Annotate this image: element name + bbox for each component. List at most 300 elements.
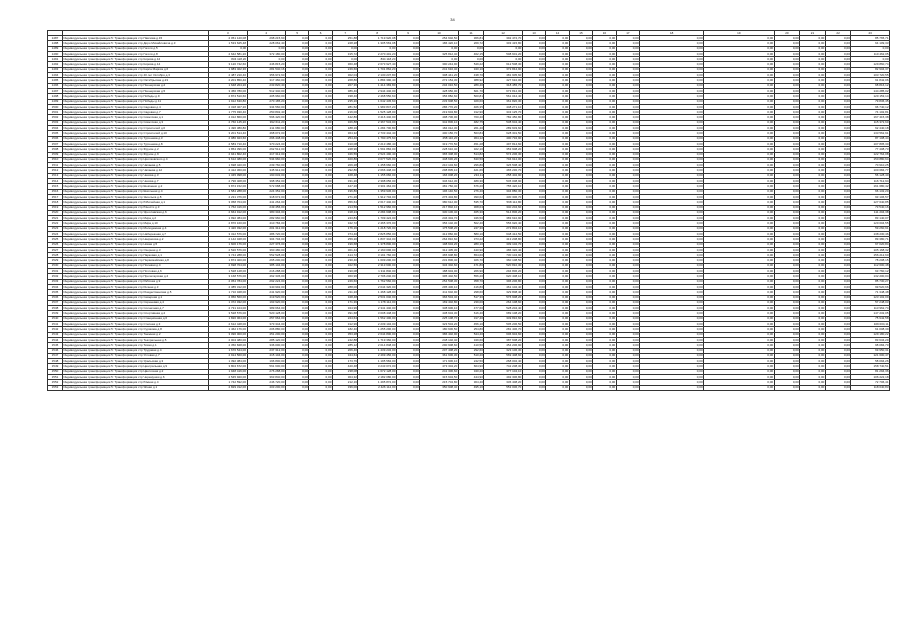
address-cell: Индивидуальная трансформация 5: Трансформация стр Юбилейная д.1 [62,200,208,205]
value-cell: 0,00 [800,359,826,364]
value-cell: 700,40 [458,115,484,120]
value-cell: 204 016,50 [420,83,458,88]
value-cell: 190 032,00 [247,173,285,178]
value-cell: 0,00 [593,157,616,162]
value-cell: 0,00 [704,205,774,210]
value-cell: 0,00 [704,210,774,215]
value-cell: 0,00 [569,115,592,120]
value-cell: 289,40 [458,83,484,88]
value-cell: 0,00 [285,375,308,380]
value-cell: 0,00 [396,168,419,173]
value-cell: 517,30 [458,295,484,300]
value-cell: 0,00 [309,300,332,305]
value-cell: 109 004,11 [851,322,890,327]
value-cell: 156 212,60 [851,253,890,258]
value-cell: 219 604,80 [420,110,458,115]
value-cell: 0,00 [640,316,704,321]
value-cell: 0,00 [774,300,800,305]
column-header: 21 [800,31,826,36]
value-cell: 0,00 [396,258,419,263]
value-cell: 0,00 [522,253,545,258]
value-cell: 0,00 [285,99,308,104]
value-cell: 2 004 480,00 [209,337,247,342]
value-cell: 239,00 [458,300,484,305]
value-cell: 0,00 [616,216,639,221]
value-cell: 0,00 [800,141,826,146]
value-cell: 343 125,70 [484,110,522,115]
value-cell: 0,00 [309,88,332,93]
value-cell: 0,00 [640,200,704,205]
value-cell: 0,00 [285,157,308,162]
row-index-cell: 1493 [48,67,63,72]
value-cell: 0,00 [800,115,826,120]
value-cell: 0,00 [704,168,774,173]
value-cell: 0,00 [704,247,774,252]
value-cell: 0,00 [569,316,592,321]
value-cell: 56 128,40 [851,173,890,178]
value-cell: 0,00 [593,51,616,56]
value-cell: 66 132,20 [851,189,890,194]
value-cell: 340,10 [458,67,484,72]
value-cell: 0,00 [825,332,851,337]
value-cell: 0,00 [309,353,332,358]
value-cell: 0,00 [569,359,592,364]
value-cell: 0,00 [309,83,332,88]
address-cell: Индивидуальная трансформация 5: Трансформация стр Тургенева д.3 [62,136,208,141]
value-cell: 3 416 440,00 [358,115,396,120]
value-cell: 281 540,16 [247,67,285,72]
value-cell: 0,00 [546,57,569,62]
value-cell: 0,00 [522,327,545,332]
value-cell: 0,00 [569,327,592,332]
value-cell: 338,40 [332,94,358,99]
value-cell: 241 306,60 [420,369,458,374]
value-cell: 169 402,80 [420,300,458,305]
value-cell: 0,00 [774,231,800,236]
value-cell: 0,00 [569,157,592,162]
value-cell: 0,00 [396,126,419,131]
value-cell: 0,00 [800,337,826,342]
value-cell: 123 102,09 [851,295,890,300]
value-cell: 512 340,00 [247,88,285,93]
value-cell: 2 054 784,00 [209,279,247,284]
column-header: 13 [522,31,545,36]
value-cell: 0,00 [640,78,704,83]
row-index-cell: 1487 [48,36,63,41]
value-cell: 0,00 [593,120,616,125]
value-cell: 0,00 [825,147,851,152]
column-header: 16 [593,31,616,36]
value-cell: 400,80 [332,157,358,162]
value-cell: 3 312 576,00 [209,231,247,236]
value-cell: 250 802,40 [247,110,285,115]
value-cell: 0,00 [546,221,569,226]
value-cell: 346,56 [332,152,358,157]
value-cell: 1 983 847,20 [358,104,396,109]
value-cell: 1 591 884,00 [358,147,396,152]
value-cell: 0,00 [640,295,704,300]
column-header: 3 [209,31,247,36]
value-cell: 298 215,60 [247,36,285,41]
value-cell: 242,50 [458,359,484,364]
value-cell: 0,00 [704,120,774,125]
value-cell: 410 784,00 [247,221,285,226]
value-cell: 528 204,40 [484,306,522,311]
value-cell: 0,00 [616,83,639,88]
value-cell: 0,00 [593,210,616,215]
value-cell: 0,00 [522,269,545,274]
value-cell: 0,00 [640,189,704,194]
value-cell: 0,00 [825,94,851,99]
value-cell: 0,00 [800,348,826,353]
value-cell: 2 213 486,40 [358,141,396,146]
value-cell: 2 465 376,00 [358,221,396,226]
value-cell: 0,00 [522,231,545,236]
value-cell: 0,00 [522,311,545,316]
value-cell: 0,00 [546,306,569,311]
value-cell: 0,00 [616,242,639,247]
value-cell: 0,00 [800,46,826,51]
value-cell: 0,00 [593,327,616,332]
value-cell: 0,00 [309,279,332,284]
value-cell: 264 108,60 [484,300,522,305]
value-cell: 0,00 [285,136,308,141]
value-cell: 241 920,00 [247,290,285,295]
value-cell: 0,00 [800,104,826,109]
value-cell: 0,00 [825,126,851,131]
row-index-cell: 1500 [48,104,63,109]
value-cell: 0,00 [522,359,545,364]
value-cell: 0,00 [285,337,308,342]
value-cell: 3 120 742,60 [209,62,247,67]
value-cell: 0,00 [616,380,639,385]
value-cell: 0,00 [825,73,851,78]
value-cell: 380 612,00 [420,200,458,205]
value-cell: 0,00 [546,226,569,231]
value-cell: 0,00 [522,189,545,194]
value-cell: 0,00 [616,62,639,67]
value-cell: 0,00 [309,141,332,146]
value-cell: 0,00 [616,51,639,56]
value-cell: 0,00 [616,284,639,289]
value-cell: 0,00 [800,200,826,205]
value-cell: 0,00 [774,173,800,178]
column-header: 9 [396,31,419,36]
value-cell: 0,00 [396,194,419,199]
value-cell: 0,00 [569,247,592,252]
value-cell: 0,00 [825,46,851,51]
value-cell: 0,00 [640,126,704,131]
value-cell: 0,00 [546,194,569,199]
value-cell: 0,00 [640,322,704,327]
row-index-cell: 1529 [48,258,63,263]
value-cell: 350 908,40 [420,385,458,390]
value-cell: 83 634,29 [851,337,890,342]
value-cell: 0,00 [774,94,800,99]
value-cell: 0,00 [569,237,592,242]
value-cell: 0,00 [704,194,774,199]
value-cell: 0,00 [704,327,774,332]
value-cell: 87 108,44 [851,136,890,141]
value-cell: 0,00 [825,67,851,72]
value-cell: 0,00 [825,179,851,184]
value-cell: 61 008,39 [851,327,890,332]
value-cell: 0,00 [546,337,569,342]
value-cell: 0,00 [546,67,569,72]
value-cell: 0,00 [825,141,851,146]
value-cell: 2 051 120,08 [209,36,247,41]
value-cell: 0,00 [640,369,704,374]
value-cell: 366 504,40 [420,295,458,300]
value-cell: 0,00 [569,83,592,88]
value-cell: 0,00 [774,332,800,337]
value-cell: 0,00 [285,226,308,231]
row-index-cell: 1495 [48,78,63,83]
value-cell: 0,00 [616,147,639,152]
value-cell: 0,00 [285,88,308,93]
value-cell: 1 648 204,20 [209,83,247,88]
value-cell: 0,00 [825,353,851,358]
value-cell: 0,00 [522,88,545,93]
value-cell: 0,00 [616,57,639,62]
value-cell: 0,00 [704,295,774,300]
value-cell: 2 642 581,20 [209,51,247,56]
address-cell: Индивидуальная трансформация 5: Трансформация стр Пионерская д.5 [62,88,208,93]
value-cell: 0,00 [285,173,308,178]
value-cell: 0,00 [704,231,774,236]
value-cell: 1 372 032,00 [209,300,247,305]
value-cell: 0,00 [546,284,569,289]
value-cell: 0,00 [285,380,308,385]
value-cell: 0,00 [247,46,285,51]
value-cell: 360,96 [332,274,358,279]
value-cell: 0,00 [616,179,639,184]
value-cell: 0,00 [774,380,800,385]
value-cell: 0,00 [396,353,419,358]
address-cell: Индивидуальная трансформация 5: Трансформация стр Советская д.3 [62,120,208,125]
value-cell: 0,00 [825,253,851,258]
value-cell: 420,48 [332,364,358,369]
value-cell: 58 094,26 [851,359,890,364]
value-cell: 249 456,00 [247,205,285,210]
value-cell: 0,00 [522,316,545,321]
value-cell: 2 231 376,00 [209,194,247,199]
value-cell: 0,00 [546,152,569,157]
column-header: 14 [546,31,569,36]
value-cell: 2 950 560,00 [209,295,247,300]
value-cell: 427 610,00 [484,78,522,83]
value-cell: 2 284 608,00 [358,210,396,215]
value-cell: 0,00 [640,173,704,178]
address-cell: Индивидуальная трансформация 5: Трансформация стр Кирова д.12 [62,57,208,62]
value-cell: 0,00 [704,369,774,374]
column-header: 22 [825,31,851,36]
value-cell: 0,00 [825,210,851,215]
value-cell: 0,00 [616,126,639,131]
row-index-cell: 1507 [48,141,63,146]
value-cell: 0,00 [774,120,800,125]
value-cell: 0,00 [774,258,800,263]
value-cell: 0,00 [396,179,419,184]
value-cell: 323 504,20 [420,322,458,327]
value-cell: 0,00 [546,83,569,88]
value-cell: 373,22 [458,237,484,242]
value-cell: 0,00 [285,290,308,295]
value-cell: 416,80 [458,284,484,289]
value-cell: 224,64 [332,316,358,321]
value-cell: 0,00 [309,157,332,162]
value-cell: 322,10 [458,147,484,152]
value-cell: 0,00 [569,126,592,131]
value-cell: 0,00 [569,205,592,210]
value-cell: 241 610,40 [420,67,458,72]
value-cell: 246 720,00 [247,380,285,385]
value-cell: 0,00 [569,284,592,289]
value-cell: 442,80 [332,115,358,120]
value-cell: 0,00 [640,284,704,289]
value-cell: 0,00 [825,274,851,279]
value-cell: 0,00 [825,41,851,46]
value-cell: 391,68 [332,311,358,316]
value-cell: 1 884 390,40 [358,78,396,83]
value-cell: 0,00 [825,115,851,120]
value-cell: 0,00 [546,263,569,268]
value-cell: 410,50 [458,343,484,348]
value-cell: 0,00 [616,348,639,353]
value-cell: 78 208,15 [851,258,890,263]
value-cell: 0,00 [593,184,616,189]
value-cell: 576 908,20 [484,295,522,300]
value-cell: 0,00 [800,279,826,284]
value-cell: 481 760,40 [420,184,458,189]
value-cell: 430 306,70 [484,194,522,199]
value-cell: 0,00 [569,343,592,348]
value-cell: 319 770,50 [420,141,458,146]
value-cell: 0,00 [522,46,545,51]
value-cell: 0,00 [522,126,545,131]
value-cell: 0,00 [593,332,616,337]
value-cell: 0,00 [825,120,851,125]
value-cell: 99 520,66 [851,284,890,289]
value-cell: 0,00 [774,385,800,390]
value-cell: 0,00 [704,67,774,72]
address-cell: Индивидуальная трансформация 5: Трансформация стр Мира д.10 [62,221,208,226]
value-cell: 227 376,00 [247,242,285,247]
row-index-cell: 1488 [48,41,63,46]
value-cell: 2 350 848,00 [209,343,247,348]
value-cell: 70 910,25 [851,163,890,168]
value-cell: 1 710 048,00 [209,290,247,295]
address-cell: Индивидуальная трансформация 5: Трансформация стр Фрунзе д.9 [62,152,208,157]
row-index-cell: 1494 [48,73,63,78]
address-cell: Индивидуальная трансформация 5: Трансформация стр Северная д.1 [62,295,208,300]
value-cell: 329 808,40 [484,290,522,295]
value-cell: 0,00 [774,168,800,173]
value-cell: 0,00 [774,157,800,162]
value-cell: 0,00 [396,62,419,67]
value-cell: 0,00 [522,168,545,173]
value-cell: 349 810,60 [484,316,522,321]
value-cell: 0,00 [774,189,800,194]
value-cell: 0,00 [546,104,569,109]
value-cell: 2 617 440,00 [358,200,396,205]
address-cell: Индивидуальная трансформация 5: Трансформация стр Трудовая д.4 [62,348,208,353]
address-cell: Индивидуальная трансформация 5: Трансформация стр Цветочная д.2 [62,369,208,374]
value-cell: 0,00 [800,263,826,268]
value-cell: 2 044 320,00 [358,284,396,289]
value-cell: 0,00 [640,353,704,358]
value-cell: 0,00 [640,141,704,146]
value-cell: 168,48 [332,173,358,178]
value-cell: 0,00 [593,46,616,51]
value-cell: 0,00 [825,83,851,88]
value-cell: 0,00 [616,46,639,51]
value-cell: 0,00 [593,152,616,157]
value-cell: 0,00 [396,73,419,78]
row-index-cell: 1498 [48,94,63,99]
value-cell: 0,00 [569,136,592,141]
value-cell: 0,00 [396,337,419,342]
value-cell: 0,00 [285,115,308,120]
value-cell: 0,00 [396,311,419,316]
value-cell: 0,00 [522,51,545,56]
value-cell: 0,00 [569,36,592,41]
value-cell: 0,00 [704,189,774,194]
value-cell: 268,80 [332,78,358,83]
value-cell: 0,00 [309,41,332,46]
value-cell: 0,00 [704,41,774,46]
value-cell: 0,00 [640,152,704,157]
value-cell: 405 960,00 [247,94,285,99]
address-cell: Индивидуальная трансформация 5: Трансформация стр Молодежная д.4 [62,226,208,231]
value-cell: 3 008 448,00 [358,311,396,316]
row-index-cell: 1520 [48,210,63,215]
value-cell: 0,00 [704,311,774,316]
value-cell: 0,00 [285,327,308,332]
value-cell: 0,00 [774,141,800,146]
value-cell: 0,00 [593,221,616,226]
value-cell: 0,00 [800,194,826,199]
value-cell: 2 468 550,60 [358,94,396,99]
value-cell: 0,00 [593,147,616,152]
value-cell: 0,00 [640,184,704,189]
value-cell: 0,00 [396,141,419,146]
value-cell: 396 206,80 [484,279,522,284]
value-cell: 0,00 [640,385,704,390]
value-cell: 326,70 [458,258,484,263]
value-cell: 730 104,90 [484,253,522,258]
column-header: 15 [569,31,592,36]
value-cell: 0,00 [569,163,592,168]
value-cell: 520 128,00 [247,311,285,316]
value-cell: 370 224,00 [247,141,285,146]
value-cell: 545 008,90 [484,179,522,184]
value-cell: 0,00 [616,253,639,258]
address-cell: Индивидуальная трансформация 5: Трансформация стр Мира д.2 [62,216,208,221]
value-cell: 0,00 [569,120,592,125]
value-cell: 0,00 [640,120,704,125]
value-cell: 0,00 [616,337,639,342]
row-index-cell: 1550 [48,369,63,374]
value-cell: 0,00 [522,120,545,125]
value-cell: 0,00 [285,258,308,263]
address-cell: Индивидуальная трансформация 5: Трансформация стр Кирова д.14 [62,62,208,67]
value-cell: 0,00 [522,364,545,369]
value-cell: 79 836,45 [851,99,890,104]
value-cell: 345 912,00 [247,168,285,173]
value-cell: 0,00 [522,369,545,374]
value-cell: 0,00 [616,231,639,236]
